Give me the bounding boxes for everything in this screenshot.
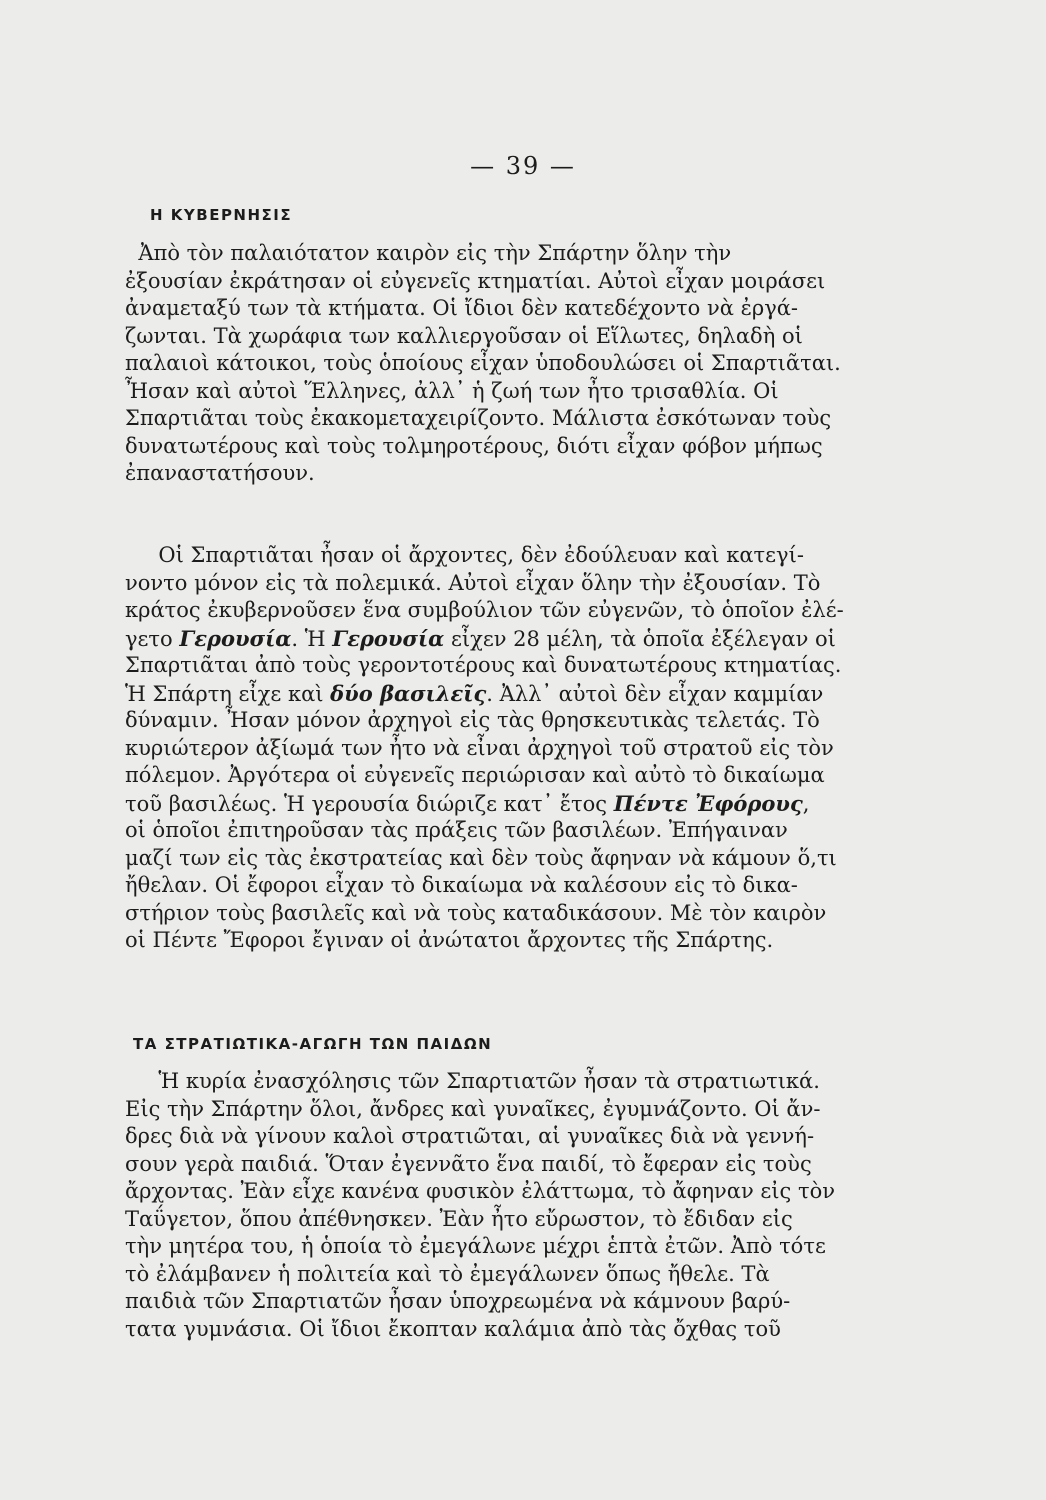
text-line: παιδιὰ τῶν Σπαρτιατῶν ἦσαν ὑποχρεωμένα νὰ κάμνουν βαρύ- (125, 1289, 791, 1313)
text-line: μαζί των εἰς τὰς ἐκστρατείας καὶ δὲν τοὺς ἄφηναν νὰ κάμουν ὅ,τι (125, 845, 837, 870)
text-line: ζωνται. Τὰ χωράφια των καλλιεργοῦσαν οἱ Εἵλωτες, δηλαδὴ οἱ (125, 323, 803, 348)
section-heading-military: ΤΑ ΣΤΡΑΤΙΩΤΙΚΑ-ΑΓΩΓΗ ΤΩΝ ΠΑΙΔΩΝ (133, 1035, 493, 1053)
text-line: οἱ ὁποῖοι ἐπιτηροῦσαν τὰς πράξεις τῶν βασιλέων. Ἐπήγαιναν (125, 818, 788, 842)
text-line: ἤθελαν. Οἱ ἔφοροι εἶχαν τὸ δικαίωμα νὰ καλέσουν εἰς τὸ δικα- (125, 873, 798, 897)
text-line: οἱ Πέντε Ἔφοροι ἔγιναν οἱ ἀνώτατοι ἄρχοντες τῆς Σπάρτης. (125, 928, 774, 952)
emphasized-term: Πέντε Ἐφόρους (613, 790, 803, 816)
text-line: τὴν μητέρα του, ἡ ὁποία τὸ ἐμεγάλωνε μέχρι ἑπτὰ ἐτῶν. Ἀπὸ τότε (125, 1234, 826, 1258)
text-line: Ἡ κυρία ἐνασχόλησις τῶν Σπαρτιατῶν ἦσαν τὰ στρατιωτικά. (125, 1069, 820, 1093)
text-line: Ταΰγετον, ὅπου ἀπέθνησκεν. Ἐὰν ἦτο εὔρωστον, τὸ ἔδιδαν εἰς (125, 1206, 793, 1231)
text-line: παλαιοὶ κάτοικοι, τοὺς ὁποίους εἶχαν ὑποδουλώσει οἱ Σπαρτιᾶται. (125, 351, 841, 375)
text-line: Ἦσαν καὶ αὐτοὶ Ἕλληνες, ἀλλ᾽ ἡ ζωή των ἦτο τρισαθλία. Οἱ (125, 378, 779, 403)
text-line: Σπαρτιᾶται τοὺς ἐκακομεταχειρίζοντο. Μάλιστα ἐσκότωναν τοὺς (125, 406, 832, 430)
section-heading-government: Η ΚΥΒΕΡΝΗΣΙΣ (150, 206, 293, 224)
text-line: Σπαρτιᾶται ἀπὸ τοὺς γεροντοτέρους καὶ δυνατωτέρους κτηματίας. (125, 653, 842, 677)
text-line: στήριον τοὺς βασιλεῖς καὶ νὰ τοὺς καταδικάσουν. Μὲ τὸν καιρὸν (125, 900, 827, 925)
text-line: γετο Γερουσία. Ἡ Γερουσία εἶχεν 28 μέλη, τὰ ὁποῖα ἐξέλεγαν οἱ (125, 625, 836, 651)
text-line: κυριώτερον ἀξίωμά των ἦτο νὰ εἶναι ἀρχηγοὶ τοῦ στρατοῦ εἰς τὸν (125, 735, 834, 760)
text-line: Ἀπὸ τὸν παλαιότατον καιρὸν εἰς τὴν Σπάρτην ὅλην τὴν (125, 241, 732, 265)
text-line: κράτος ἐκυβερνοῦσεν ἕνα συμβούλιον τῶν εὐγενῶν, τὸ ὁποῖον ἐλέ- (125, 598, 844, 622)
text-line: ἐξουσίαν ἐκράτησαν οἱ εὐγενεῖς κτηματίαι. Αὐτοὶ εἶχαν μοιράσει (125, 268, 826, 293)
text-line: Οἱ Σπαρτιᾶται ἦσαν οἱ ἄρχοντες, δὲν ἐδούλευαν καὶ κατεγί- (125, 543, 804, 567)
text-line: νοντο μόνον εἰς τὰ πολεμικά. Αὐτοὶ εἶχαν ὅλην τὴν ἐξουσίαν. Τὸ (125, 570, 821, 595)
text-line: Ἡ Σπάρτη εἶχε καὶ δύο βασιλεῖς. Ἀλλ᾽ αὐτοὶ δὲν εἶχαν καμμίαν (125, 680, 824, 706)
text-line: δρες διὰ νὰ γίνουν καλοὶ στρατιῶται, αἱ γυναῖκες διὰ νὰ γεννή- (125, 1124, 815, 1148)
emphasized-term: δύο βασιλεῖς (330, 680, 487, 706)
text-line: τατα γυμνάσια. Οἱ ἴδιοι ἔκοπταν καλάμια ἀπὸ τὰς ὄχθας τοῦ (125, 1316, 781, 1341)
paragraph-1 (125, 240, 885, 488)
text-line: τὸ ἐλάμβανεν ἡ πολιτεία καὶ τὸ ἐμεγάλωνεν ὅπως ἤθελε. Τὰ (125, 1261, 770, 1286)
text-line: ἄρχοντας. Ἐὰν εἶχε κανένα φυσικὸν ἐλάττωμα, τὸ ἄφηναν εἰς τὸν (125, 1179, 835, 1203)
text-line: Εἰς τὴν Σπάρτην ὅλοι, ἄνδρες καὶ γυναῖκες, ἐγυμνάζοντο. Οἱ ἄν- (125, 1096, 821, 1121)
text-line: δύναμιν. Ἦσαν μόνον ἀρχηγοὶ εἰς τὰς θρησκευτικὰς τελετάς. Τὸ (125, 708, 820, 732)
text-line: ἐπαναστατήσουν. (125, 461, 315, 485)
paragraph-2 (125, 542, 885, 955)
text-line: πόλεμον. Ἀργότερα οἱ εὐγενεῖς περιώρισαν καὶ αὐτὸ τὸ δικαίωμα (125, 763, 825, 787)
text-line: σουν γερὰ παιδιά. Ὅταν ἐγεννᾶτο ἕνα παιδί, τὸ ἔφεραν εἰς τοὺς (125, 1151, 812, 1176)
page-number: — 39 — (470, 152, 576, 180)
text-line: τοῦ βασιλέως. Ἡ γερουσία διώριζε κατ᾽ ἔτος Πέντε Ἐφόρους, (125, 790, 810, 816)
emphasized-term: Γερουσία (179, 625, 292, 651)
text-line: δυνατωτέρους καὶ τοὺς τολμηροτέρους, διότι εἶχαν φόβον μήπως (125, 433, 823, 458)
paragraph-3 (125, 1068, 885, 1343)
emphasized-term: Γερουσία (332, 625, 445, 651)
text-line: ἀναμεταξύ των τὰ κτήματα. Οἱ ἴδιοι δὲν κατεδέχοντο νὰ ἐργά- (125, 296, 799, 320)
